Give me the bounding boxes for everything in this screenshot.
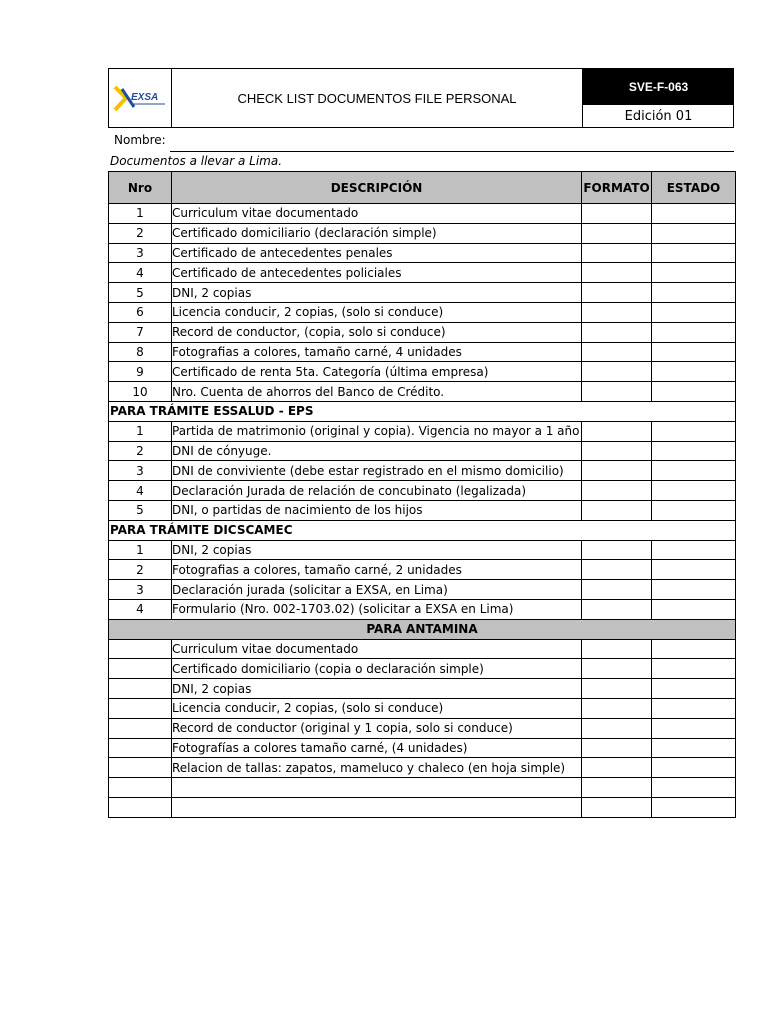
row-number: 4 xyxy=(109,481,172,501)
row-number: 3 xyxy=(109,461,172,481)
table-row xyxy=(109,421,736,441)
estado-cell[interactable] xyxy=(652,204,736,224)
formato-cell[interactable] xyxy=(582,718,652,738)
row-number: 9 xyxy=(109,362,172,382)
nombre-row xyxy=(108,130,734,152)
row-number: 7 xyxy=(109,322,172,342)
row-description: Nro. Cuenta de ahorros del Banco de Crédito. xyxy=(172,382,582,402)
document-code: SVE-F-063 xyxy=(582,69,734,105)
formato-cell[interactable] xyxy=(582,481,652,501)
formato-cell[interactable] xyxy=(582,382,652,402)
formato-cell[interactable] xyxy=(582,204,652,224)
row-description: Relacion de tallas: zapatos, mameluco y chaleco (en hoja simple) xyxy=(172,758,582,778)
estado-cell[interactable] xyxy=(652,718,736,738)
table-row xyxy=(109,639,736,659)
row-description: Certificado de antecedentes policiales xyxy=(172,263,582,283)
row-number xyxy=(109,778,172,798)
estado-cell[interactable] xyxy=(652,322,736,342)
row-description: Curriculum vitae documentado xyxy=(172,639,582,659)
checklist-table xyxy=(108,171,736,818)
estado-cell[interactable] xyxy=(652,639,736,659)
table-row xyxy=(109,283,736,303)
section-row xyxy=(109,619,736,639)
row-description: Curriculum vitae documentado xyxy=(172,204,582,224)
row-description: DNI, 2 copias xyxy=(172,679,582,699)
row-description: Formulario (Nro. 002-1703.02) (solicitar a EXSA en Lima) xyxy=(172,599,582,619)
row-number xyxy=(109,718,172,738)
formato-cell[interactable] xyxy=(582,778,652,798)
table-row xyxy=(109,322,736,342)
formato-cell[interactable] xyxy=(582,560,652,580)
section-title-dicscamec: PARA TRÁMITE DICSCAMEC xyxy=(109,520,736,540)
row-number: 8 xyxy=(109,342,172,362)
formato-cell[interactable] xyxy=(582,540,652,560)
row-description: Licencia conducir, 2 copias, (solo si conduce) xyxy=(172,698,582,718)
table-row xyxy=(109,204,736,224)
estado-cell[interactable] xyxy=(652,560,736,580)
row-description: Fotografias a colores, tamaño carné, 4 unidades xyxy=(172,342,582,362)
table-row xyxy=(109,500,736,520)
row-number xyxy=(109,639,172,659)
row-number: 4 xyxy=(109,263,172,283)
estado-cell[interactable] xyxy=(652,302,736,322)
row-number: 6 xyxy=(109,302,172,322)
table-row xyxy=(109,441,736,461)
row-number: 1 xyxy=(109,421,172,441)
row-number: 1 xyxy=(109,540,172,560)
formato-cell[interactable] xyxy=(582,639,652,659)
row-description: DNI, 2 copias xyxy=(172,540,582,560)
column-header-descripcion: DESCRIPCIÓN xyxy=(172,172,582,204)
formato-cell[interactable] xyxy=(582,283,652,303)
estado-cell[interactable] xyxy=(652,540,736,560)
row-description: Licencia conducir, 2 copias, (solo si conduce) xyxy=(172,302,582,322)
exsa-logo xyxy=(112,83,168,113)
row-number xyxy=(109,698,172,718)
row-description: Certificado de renta 5ta. Categoría (última empresa) xyxy=(172,362,582,382)
nombre-label: Nombre: xyxy=(114,133,166,147)
formato-cell[interactable] xyxy=(582,461,652,481)
estado-cell[interactable] xyxy=(652,441,736,461)
document-edition: Edición 01 xyxy=(582,105,734,127)
section-row xyxy=(109,520,736,540)
table-row xyxy=(109,698,736,718)
table-row xyxy=(109,362,736,382)
estado-cell[interactable] xyxy=(652,738,736,758)
row-description: DNI de cónyuge. xyxy=(172,441,582,461)
estado-cell[interactable] xyxy=(652,481,736,501)
row-number xyxy=(109,797,172,817)
estado-cell[interactable] xyxy=(652,758,736,778)
row-description: Partida de matrimonio (original y copia). Vigencia no mayor a 1 año xyxy=(172,421,582,441)
estado-cell[interactable] xyxy=(652,461,736,481)
row-description: DNI, o partidas de nacimiento de los hijos xyxy=(172,500,582,520)
documents-subtitle: Documentos a llevar a Lima. xyxy=(110,154,283,168)
row-description: Record de conductor (original y 1 copia, solo si conduce) xyxy=(172,718,582,738)
nombre-field[interactable] xyxy=(170,151,734,152)
estado-cell[interactable] xyxy=(652,243,736,263)
row-description: Record de conductor, (copia, solo si conduce) xyxy=(172,322,582,342)
row-description: Declaración Jurada de relación de concubinato (legalizada) xyxy=(172,481,582,501)
table-row xyxy=(109,718,736,738)
table-row xyxy=(109,302,736,322)
estado-cell[interactable] xyxy=(652,679,736,699)
formato-cell[interactable] xyxy=(582,302,652,322)
logo-cell xyxy=(109,69,172,127)
row-description: DNI, 2 copias xyxy=(172,283,582,303)
table-row xyxy=(109,461,736,481)
estado-cell[interactable] xyxy=(652,382,736,402)
row-number xyxy=(109,738,172,758)
section-row xyxy=(109,401,736,421)
formato-cell[interactable] xyxy=(582,698,652,718)
section-title-antamina: PARA ANTAMINA xyxy=(109,619,736,639)
row-description: Certificado domiciliario (copia o declaración simple) xyxy=(172,659,582,679)
row-number: 5 xyxy=(109,283,172,303)
row-number: 3 xyxy=(109,580,172,600)
formato-cell[interactable] xyxy=(582,659,652,679)
table-row xyxy=(109,263,736,283)
row-number: 3 xyxy=(109,243,172,263)
table-row xyxy=(109,580,736,600)
estado-cell[interactable] xyxy=(652,580,736,600)
formato-cell[interactable] xyxy=(582,223,652,243)
estado-cell[interactable] xyxy=(652,659,736,679)
estado-cell[interactable] xyxy=(652,263,736,283)
formato-cell[interactable] xyxy=(582,362,652,382)
row-description xyxy=(172,797,582,817)
estado-cell[interactable] xyxy=(652,362,736,382)
row-description: Fotografias a colores, tamaño carné, 2 unidades xyxy=(172,560,582,580)
formato-cell[interactable] xyxy=(582,738,652,758)
table-row xyxy=(109,659,736,679)
formato-cell[interactable] xyxy=(582,421,652,441)
table-row xyxy=(109,342,736,362)
row-number: 2 xyxy=(109,560,172,580)
estado-cell[interactable] xyxy=(652,698,736,718)
row-number: 4 xyxy=(109,599,172,619)
column-header-formato: FORMATO xyxy=(582,172,652,204)
column-header-nro: Nro xyxy=(109,172,172,204)
formato-cell[interactable] xyxy=(582,441,652,461)
formato-cell[interactable] xyxy=(582,243,652,263)
formato-cell[interactable] xyxy=(582,342,652,362)
estado-cell[interactable] xyxy=(652,342,736,362)
table-row xyxy=(109,599,736,619)
row-number: 5 xyxy=(109,500,172,520)
row-number: 2 xyxy=(109,223,172,243)
table-row xyxy=(109,758,736,778)
estado-cell[interactable] xyxy=(652,223,736,243)
row-number xyxy=(109,659,172,679)
row-description: Certificado domiciliario (declaración simple) xyxy=(172,223,582,243)
row-number: 10 xyxy=(109,382,172,402)
formato-cell[interactable] xyxy=(582,322,652,342)
row-description: Declaración jurada (solicitar a EXSA, en Lima) xyxy=(172,580,582,600)
formato-cell[interactable] xyxy=(582,679,652,699)
table-row xyxy=(109,738,736,758)
estado-cell[interactable] xyxy=(652,283,736,303)
table-header-row xyxy=(109,172,736,204)
formato-cell[interactable] xyxy=(582,263,652,283)
estado-cell[interactable] xyxy=(652,778,736,798)
table-row xyxy=(109,797,736,817)
row-description: DNI de conviviente (debe estar registrado en el mismo domicilio) xyxy=(172,461,582,481)
row-number xyxy=(109,679,172,699)
table-row xyxy=(109,223,736,243)
formato-cell[interactable] xyxy=(582,500,652,520)
table-row xyxy=(109,679,736,699)
row-number: 1 xyxy=(109,204,172,224)
table-row xyxy=(109,540,736,560)
section-title-essalud: PARA TRÁMITE ESSALUD - EPS xyxy=(109,401,736,421)
table-row xyxy=(109,481,736,501)
row-description: Fotografías a colores tamaño carné, (4 unidades) xyxy=(172,738,582,758)
column-header-estado: ESTADO xyxy=(652,172,736,204)
table-row xyxy=(109,560,736,580)
table-row xyxy=(109,243,736,263)
table-row xyxy=(109,382,736,402)
row-description xyxy=(172,778,582,798)
document-header xyxy=(108,68,734,128)
estado-cell[interactable] xyxy=(652,500,736,520)
formato-cell[interactable] xyxy=(582,599,652,619)
estado-cell[interactable] xyxy=(652,599,736,619)
document-title: CHECK LIST DOCUMENTOS FILE PERSONAL xyxy=(237,90,517,106)
estado-cell[interactable] xyxy=(652,797,736,817)
formato-cell[interactable] xyxy=(582,797,652,817)
row-description: Certificado de antecedentes penales xyxy=(172,243,582,263)
formato-cell[interactable] xyxy=(582,580,652,600)
formato-cell[interactable] xyxy=(582,758,652,778)
logo-wordmark: EXSA xyxy=(131,92,159,103)
estado-cell[interactable] xyxy=(652,421,736,441)
table-row xyxy=(109,778,736,798)
row-number: 2 xyxy=(109,441,172,461)
row-number xyxy=(109,758,172,778)
